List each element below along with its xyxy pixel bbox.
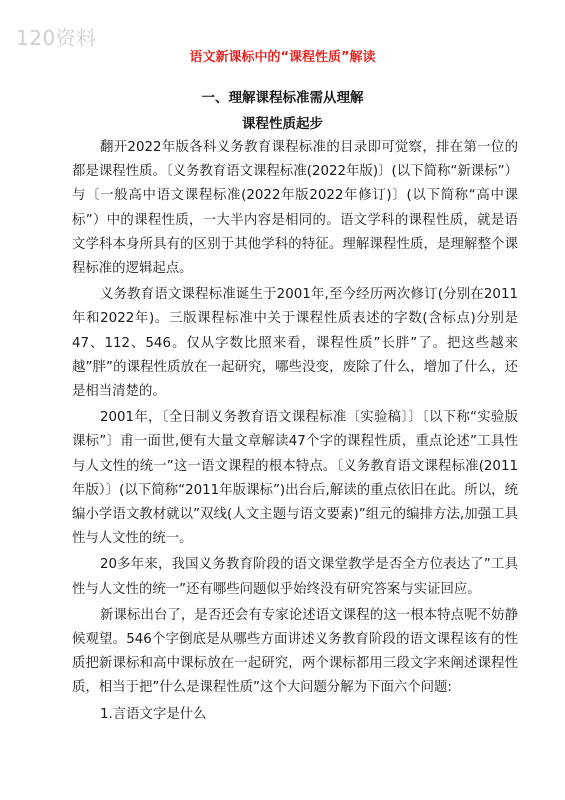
paragraph: 2001年，〔全日制义务教育语文课程标准〔实验稿〕〕〔以下称“实验版课标”〕甫一面世,便有大量文章解读47个字的课程性质，重点论述”工具性与人文性的统一”这一语文课程的根本特点。〔义务教育语文课程标准(2011年版）〕(以下简称“2011年版课标”)出台后,解读的重点依旧在此。所以，统编小学语文教材就以”双线(人文主题与语文要素)”组元的编排方法,加强工具性与人文性的统一。 (72, 410, 518, 547)
paragraph: 新课标出台了，是否还会有专家论述语文课程的这一根本特点呢不妨静候观望。546个字倒底是从哪些方面讲述义务教育阶段的语文课程该有的性质把新课标和高中课标放在一起研究，两个课标都用三段文字来阐述课程性质，相当于把”什么是课程性质”这个大问题分解为下面六个问题: (72, 607, 518, 696)
section-subheading: 课程性质起步 (242, 116, 323, 132)
list-item: 1.言语文字是什么 (100, 706, 207, 722)
watermark-logo: 120资料 (16, 26, 97, 50)
paragraph: 义务教育语文课程标准诞生于2001年,至今经历两次修订(分别在2011年和2022年)。三版课程标准中关于课程性质表述的字数(含标点)分别是47、112、546。仅从字数比照来看，课程性质”长胖”了。把这些越来越”胖”的课程性质放在一起研究，哪些没变，废除了什么，增加了什么，还是相当清楚的。 (72, 287, 518, 400)
document-title: 语文新课标中的“课程性质”解读 (189, 50, 376, 65)
paragraph: 20多年来，我国义务教育阶段的语文课堂教学是否全方位表达了”工具性与人文性的统一”还有哪些问题似乎始终没有研究答案与实证回应。 (72, 557, 518, 597)
paragraph: 翻开2022年版各科义务教育课程标准的目录即可觉察，排在第一位的都是课程性质。〔义务教育语文课程标准(2022年版)〕(以下简称“新课标”）与〔一般高中语文课程标准(2022年版2022年修订)〕(以下简称“高中课标”）中的课程性质，一大半内容是相同的。语文学科的课程性质，就是语文学科本身所具有的区别于其他学科的特征。理解课程性质，是理解整个课程标准的逻辑起点。 (72, 140, 518, 277)
document-body (72, 136, 518, 727)
section-heading: 一、理解课程标准需从理解 (201, 90, 364, 106)
